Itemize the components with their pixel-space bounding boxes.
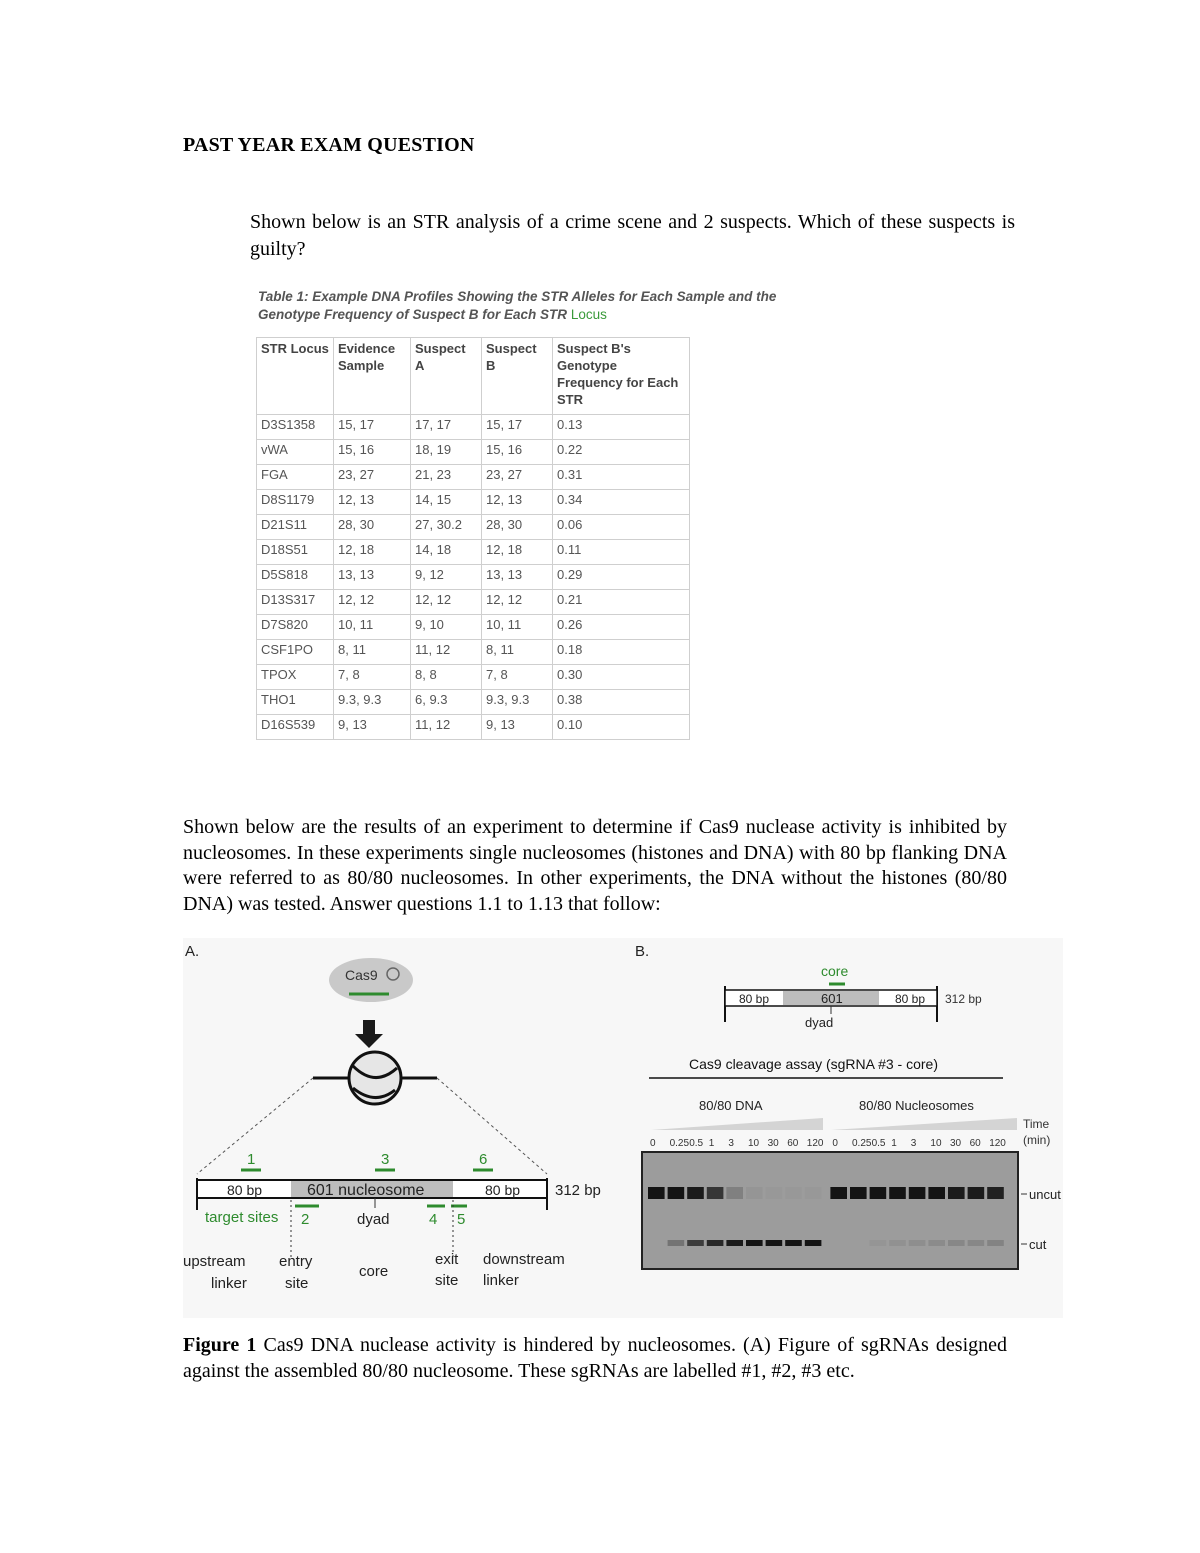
nuc-cut-band <box>909 1240 926 1246</box>
table-cell: 0.31 <box>553 465 690 490</box>
dna-cut-band <box>707 1240 724 1246</box>
table-cell: 23, 27 <box>482 465 553 490</box>
lane-time-label: 0.5 <box>689 1138 704 1149</box>
column-header: STR Locus <box>257 338 334 415</box>
table-cell: 17, 17 <box>411 415 482 440</box>
dna-cut-band <box>766 1240 783 1246</box>
table-row <box>257 565 690 590</box>
exit-site-label: site <box>435 1272 459 1289</box>
lane-time-label: 60 <box>969 1138 981 1149</box>
table-cell: CSF1PO <box>257 640 334 665</box>
length-label: 312 bp <box>555 1182 601 1199</box>
site-6-number: 6 <box>479 1151 488 1168</box>
table-cell: FGA <box>257 465 334 490</box>
nuc-cut-band <box>987 1240 1004 1246</box>
table-cell: TPOX <box>257 665 334 690</box>
time-unit-label: (min) <box>1023 1133 1051 1147</box>
caption-lead: Figure 1 <box>183 1334 257 1356</box>
table-cell: D21S11 <box>257 515 334 540</box>
site-4-number: 4 <box>429 1211 438 1228</box>
lane-time-label: 0.25 <box>669 1138 690 1149</box>
dna-uncut-band <box>726 1187 743 1199</box>
exit-label: exit <box>435 1251 459 1268</box>
page-heading: PAST YEAR EXAM QUESTION <box>183 134 475 156</box>
time-label: Time <box>1023 1117 1050 1131</box>
table-cell: 12, 18 <box>482 540 553 565</box>
lane-time-label: 120 <box>806 1138 824 1149</box>
entry-site-label: site <box>285 1275 309 1292</box>
table-row <box>257 665 690 690</box>
b-left-label: 80 bp <box>739 992 770 1006</box>
table-cell: 0.38 <box>553 690 690 715</box>
table-cell: vWA <box>257 440 334 465</box>
caption-text: Cas9 DNA nuclease activity is hindered by nucleosomes. (A) Figure of sgRNAs designed against the assembled 80/80 nucleosome. These sgRNAs are labelled #1, #2, #3 etc. <box>183 1334 1008 1382</box>
lane-time-label: 60 <box>787 1138 799 1149</box>
table-cell: D8S1179 <box>257 490 334 515</box>
table-cell: D16S539 <box>257 715 334 740</box>
lane-time-label: 3 <box>910 1138 917 1149</box>
panel-b-label: B. <box>635 943 650 960</box>
b-length-label: 312 bp <box>945 992 982 1006</box>
table-cell: 0.11 <box>553 540 690 565</box>
table-cell: D3S1358 <box>257 415 334 440</box>
table-row <box>257 690 690 715</box>
dna-uncut-band <box>707 1187 724 1199</box>
dna-uncut-band <box>668 1187 685 1199</box>
table-cell: 14, 18 <box>411 540 482 565</box>
downstream-linker-label: linker <box>483 1272 519 1289</box>
table-cell: 0.22 <box>553 440 690 465</box>
table-cell: 7, 8 <box>334 665 411 690</box>
table-cell: 0.26 <box>553 615 690 640</box>
target-label: target sites <box>205 1209 279 1226</box>
table-cell: 0.34 <box>553 490 690 515</box>
table-cell: 9, 10 <box>411 615 482 640</box>
lane-time-label: 30 <box>767 1138 779 1149</box>
table-cell: 12, 12 <box>411 590 482 615</box>
lane-time-label: 1 <box>708 1138 715 1149</box>
table-cell: 7, 8 <box>482 665 553 690</box>
table-cell: 9, 13 <box>482 715 553 740</box>
column-header: Suspect B <box>482 338 553 415</box>
table-cell: 13, 13 <box>482 565 553 590</box>
table-row <box>257 540 690 565</box>
table-cell: 12, 13 <box>334 490 411 515</box>
cas9-label: Cas9 <box>345 967 378 983</box>
question-cas9: Shown below are the results of an experiment to determine if Cas9 nuclease activity is inhibited by nucleosomes. In these experiments single nucleosomes (histones and DNA) with 80 bp flanking DNA were referred to as 80/80 nucleosomes. In other experiments, the DNA without the histones (80/80 DNA) was tested. Answer questions 1.1 to 1.13 that follow: <box>183 816 1007 915</box>
nuc-uncut-band <box>948 1187 965 1199</box>
table-cell: 8, 8 <box>411 665 482 690</box>
table-cell: 18, 19 <box>411 440 482 465</box>
table-cell: 12, 12 <box>334 590 411 615</box>
table-row <box>257 715 690 740</box>
gel-image <box>642 1152 1018 1269</box>
assay-title: Cas9 cleavage assay (sgRNA #3 - core) <box>689 1056 938 1072</box>
figure-caption <box>183 1332 1007 1384</box>
table-cell: 23, 27 <box>334 465 411 490</box>
lane-time-label: 10 <box>930 1138 942 1149</box>
lane-time-label: 0 <box>832 1138 838 1149</box>
lane-time-label: 0.5 <box>871 1138 886 1149</box>
nuc-uncut-band <box>987 1187 1004 1199</box>
table-title <box>258 288 818 324</box>
locus-link[interactable]: Locus <box>570 307 607 322</box>
core-label: core <box>359 1263 389 1280</box>
entry-label: entry <box>279 1253 313 1270</box>
table-cell: 0.10 <box>553 715 690 740</box>
nuc-cut-band <box>928 1240 945 1246</box>
table-cell: 0.29 <box>553 565 690 590</box>
cut-label: cut <box>1029 1237 1047 1252</box>
left-linker-label: 80 bp <box>227 1182 263 1198</box>
table-cell: 10, 11 <box>482 615 553 640</box>
table-cell: 14, 15 <box>411 490 482 515</box>
group1-label: 80/80 DNA <box>699 1098 763 1113</box>
b-right-label: 80 bp <box>895 992 926 1006</box>
question-str: Shown below is an STR analysis of a crime scene and 2 suspects. Which of these suspects is guilty? <box>250 211 1015 260</box>
nuc-uncut-band <box>850 1187 867 1199</box>
dna-cut-band <box>726 1240 743 1246</box>
right-linker-label: 80 bp <box>485 1182 521 1198</box>
dna-uncut-band <box>805 1187 822 1199</box>
table-row <box>257 515 690 540</box>
dna-uncut-band <box>648 1187 665 1199</box>
lane-time-label: 1 <box>891 1138 897 1149</box>
dna-uncut-band <box>746 1187 763 1199</box>
column-header: Evidence Sample <box>334 338 411 415</box>
table-cell: 10, 11 <box>334 615 411 640</box>
table-title-text: Table 1: Example DNA Profiles Showing the STR Alleles for Each Sample and the Genotype Frequency of Suspect B for Each STR <box>258 289 777 322</box>
table-cell: D13S317 <box>257 590 334 615</box>
table-cell: 9, 13 <box>334 715 411 740</box>
figure-1 <box>183 938 1063 1318</box>
dna-cut-band <box>805 1240 822 1246</box>
table-cell: 8, 11 <box>334 640 411 665</box>
site-5-number: 5 <box>457 1211 466 1228</box>
nuc-uncut-band <box>889 1187 906 1199</box>
table-cell: D5S818 <box>257 565 334 590</box>
lane-time-label: 3 <box>728 1138 734 1149</box>
table-cell: D7S820 <box>257 615 334 640</box>
table-row <box>257 465 690 490</box>
nuc-uncut-band <box>830 1187 847 1199</box>
lane-time-label: 30 <box>950 1138 962 1149</box>
dna-cut-band <box>687 1240 704 1246</box>
table-cell: 21, 23 <box>411 465 482 490</box>
nuc-cut-band <box>889 1240 906 1246</box>
table-cell: 0.21 <box>553 590 690 615</box>
core-site-label: core <box>821 963 849 979</box>
column-header: Suspect A <box>411 338 482 415</box>
table-cell: 15, 16 <box>482 440 553 465</box>
site-2-number: 2 <box>301 1211 310 1228</box>
lane-time-label: 10 <box>748 1138 760 1149</box>
table-cell: 9.3, 9.3 <box>334 690 411 715</box>
upstream-label: upstream <box>183 1253 246 1270</box>
dna-cut-band <box>746 1240 763 1246</box>
nuc-uncut-band <box>968 1187 985 1199</box>
table-cell: 11, 12 <box>411 715 482 740</box>
table-cell: D18S51 <box>257 540 334 565</box>
table-row <box>257 640 690 665</box>
nuc-uncut-band <box>909 1187 926 1199</box>
upstream-linker-label: linker <box>211 1275 247 1292</box>
str-table <box>256 337 690 740</box>
table-cell: 11, 12 <box>411 640 482 665</box>
uncut-label: uncut <box>1029 1187 1061 1202</box>
table-cell: 6, 9.3 <box>411 690 482 715</box>
table-row <box>257 490 690 515</box>
table-cell: 12, 13 <box>482 490 553 515</box>
table-row <box>257 440 690 465</box>
column-header: Suspect B's Genotype Frequency for Each STR <box>553 338 690 415</box>
b-dyad-label: dyad <box>805 1015 834 1030</box>
dyad-label: dyad <box>357 1211 390 1228</box>
group2-label: 80/80 Nucleosomes <box>859 1098 974 1113</box>
table-cell: 9.3, 9.3 <box>482 690 553 715</box>
table-cell: 15, 16 <box>334 440 411 465</box>
dna-uncut-band <box>766 1187 783 1199</box>
table-cell: 13, 13 <box>334 565 411 590</box>
panel-a-label: A. <box>185 943 200 960</box>
table-cell: 0.30 <box>553 665 690 690</box>
table-cell: 15, 17 <box>482 415 553 440</box>
table-cell: 28, 30 <box>482 515 553 540</box>
table-cell: 12, 18 <box>334 540 411 565</box>
nuc-cut-band <box>948 1240 965 1246</box>
dna-cut-band <box>785 1240 802 1246</box>
table-cell: THO1 <box>257 690 334 715</box>
table-cell: 28, 30 <box>334 515 411 540</box>
table-cell: 9, 12 <box>411 565 482 590</box>
table-cell: 0.18 <box>553 640 690 665</box>
lane-time-label: 0.25 <box>852 1138 872 1149</box>
table-body <box>257 415 690 740</box>
dna-uncut-band <box>785 1187 802 1199</box>
table-cell: 12, 12 <box>482 590 553 615</box>
site-1-number: 1 <box>247 1151 256 1168</box>
lane-time-label: 120 <box>989 1138 1006 1149</box>
table-header-row <box>257 338 690 415</box>
table-cell: 0.13 <box>553 415 690 440</box>
table-row <box>257 615 690 640</box>
table-row <box>257 590 690 615</box>
table-row <box>257 415 690 440</box>
table-cell: 0.06 <box>553 515 690 540</box>
nuc-uncut-band <box>870 1187 887 1199</box>
table-cell: 15, 17 <box>334 415 411 440</box>
dna-uncut-band <box>687 1187 704 1199</box>
nucleosome-label: 601 nucleosome <box>307 1182 425 1199</box>
nuc-cut-band <box>870 1240 887 1246</box>
lane-time-label: 0 <box>650 1138 656 1149</box>
b-mid-label: 601 <box>821 991 843 1006</box>
downstream-label: downstream <box>483 1251 565 1268</box>
site-3-number: 3 <box>381 1151 390 1168</box>
dna-cut-band <box>668 1240 685 1246</box>
nuc-cut-band <box>968 1240 985 1246</box>
table-cell: 27, 30.2 <box>411 515 482 540</box>
nuc-uncut-band <box>928 1187 945 1199</box>
table-cell: 8, 11 <box>482 640 553 665</box>
